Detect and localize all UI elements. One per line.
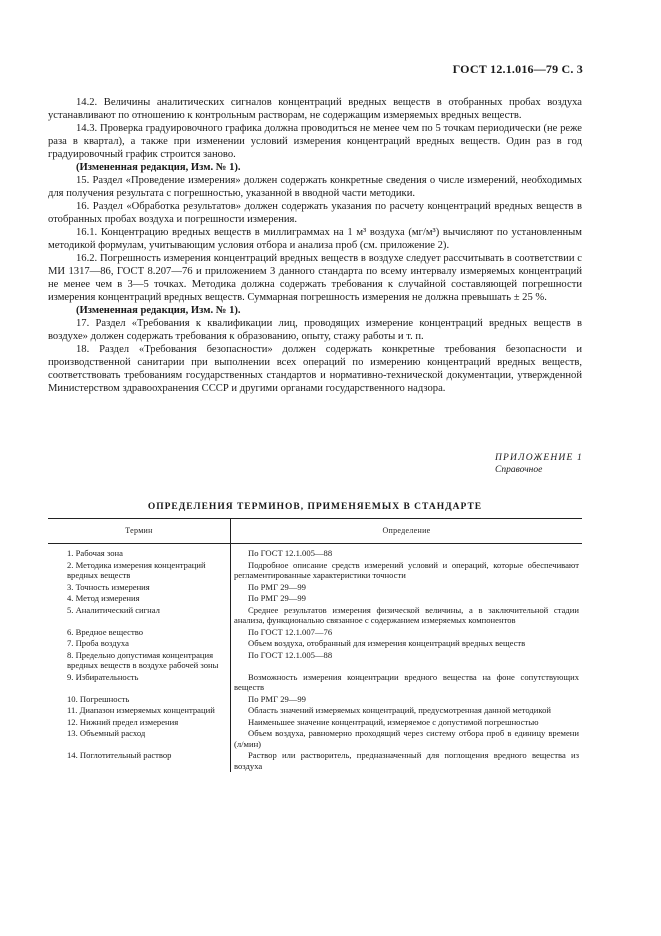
definition-cell: По ГОСТ 12.1.007—76 (248, 626, 333, 637)
table-row (48, 717, 582, 729)
table-row (48, 627, 582, 639)
appendix-note: Справочное (494, 465, 543, 475)
definition-cell: По РМГ 29—99 (248, 581, 306, 592)
paragraph-17: 17. Раздел «Требования к квалификации лиц, проводящих измерение концентраций вредных веществ в воздухе» должен содержать требования к образованию, опыту, стажу работы и т. п. (48, 318, 582, 342)
table-row (48, 582, 582, 594)
appendix-label (495, 452, 583, 476)
definition-cell: По ГОСТ 12.1.005—88 (248, 548, 333, 558)
definition-cell: Среднее результатов измерения физической величины, а в заключительной стадии анализа, функционально связанное с содержанием измеряемых компонентов (234, 604, 579, 625)
term-cell: 13. Объемный расход (48, 728, 231, 750)
term-cell: 3. Точность измерения (48, 582, 231, 594)
table-row (48, 750, 582, 772)
terms-table (48, 518, 582, 772)
amendment-note: (Измененная редакция, Изм. № 1). (76, 162, 241, 173)
table-row (48, 593, 582, 605)
paragraph-14-3: 14.3. Проверка градуировочного графика должна проводиться не менее чем по 5 точкам периодически (не реже раза в квартал), а также при изменении условий измерения концентраций вредных веществ. Один раз в год градуировочный график строится заново. (48, 123, 582, 160)
table-row (48, 605, 582, 627)
term-cell: 10. Погрешность (48, 694, 231, 706)
appendix-title: ПРИЛОЖЕНИЕ 1 (494, 453, 583, 463)
definition-cell: Объем воздуха, отобранный для измерения концентраций вредных веществ (248, 638, 526, 648)
table-row (48, 705, 582, 717)
table-row (48, 728, 582, 750)
table-header-row (48, 519, 582, 544)
table-title: ОПРЕДЕЛЕНИЯ ТЕРМИНОВ, ПРИМЕНЯЕМЫХ В СТАНДАРТЕ (147, 502, 483, 512)
definition-cell: По РМГ 29—99 (248, 693, 306, 704)
definition-cell: По ГОСТ 12.1.005—88 (248, 649, 333, 660)
term-cell: 9. Избирательность (48, 672, 231, 694)
definition-cell: По РМГ 29—99 (248, 593, 306, 603)
definition-cell: Возможность измерения концентрации вредного вещества на фоне сопутствующих веществ (234, 671, 579, 692)
body-text (48, 96, 582, 395)
definition-cell: Область значений измеряемых концентраций, предусмотренная данной методикой (248, 705, 551, 715)
paragraph-14-2: 14.2. Величины аналитических сигналов концентраций вредных веществ в отобранных пробах воздуха устанавливают по отношению к контрольным растворам, не содержащим измеряемых вредных веществ. (48, 97, 582, 121)
table-row (48, 650, 582, 672)
definition-cell: Подробное описание средств измерений условий и операций, которые обеспечивают регламентированные характеристики точности (234, 559, 579, 580)
paragraph-18: 18. Раздел «Требования безопасности» должен содержать конкретные требования безопасности и производственной санитарии при выполнении всех операций по измерению концентраций вредных веществ, соответствовать требованиям государственных стандартов и нормативно-технической документации, утвержденной Министерством здравоохранения СССР и другими органами государственного надзора. (48, 344, 582, 394)
term-cell: 1. Рабочая зона (48, 544, 231, 560)
paragraph-16-2: 16.2. Погрешность измерения концентраций вредных веществ в воздухе следует рассчитывать в соответствии с МИ 1317—86, ГОСТ 8.207—76 и приложением 3 данного стандарта по всему интервалу измеряемых концентраций не менее чем в 3—5 точках. Методика должна содержать требования к случайной составляющей погрешности измерения концентраций вредных веществ. Суммарная погрешность измерения не должна превышать ± 25 %. (48, 253, 582, 303)
term-cell: 6. Вредное вещество (48, 627, 231, 639)
column-header-term: Термин (48, 519, 231, 544)
definition-cell: Наименьшее значение концентраций, измеряемое с допустимой погрешностью (248, 716, 539, 727)
page-header: ГОСТ 12.1.016—79 С. 3 (452, 62, 583, 76)
table-row (48, 694, 582, 706)
amendment-note: (Измененная редакция, Изм. № 1). (76, 305, 241, 316)
table-row (48, 672, 582, 694)
term-cell: 5. Аналитический сигнал (48, 605, 231, 627)
paragraph-15: 15. Раздел «Проведение измерения» должен содержать конкретные сведения о числе измерений, необходимых для получения результата с погрешностью, указанной в вводной части методики. (48, 175, 582, 199)
term-cell: 4. Метод измерения (48, 593, 231, 605)
definition-cell: Раствор или растворитель, предназначенный для поглощения вредного вещества из воздуха (234, 750, 579, 771)
column-header-definition: Определение (231, 519, 583, 544)
paragraph-16: 16. Раздел «Обработка результатов» должен содержать указания по расчету концентраций вредных веществ в отобранных пробах воздуха и погрешности измерения. (48, 201, 582, 225)
paragraph-16-1: 16.1. Концентрацию вредных веществ в миллиграммах на 1 м³ воздуха (мг/м³) вычисляют по установленным методикой формулам, учитывающим условия отбора и анализа проб (см. приложение 2). (48, 227, 582, 251)
definition-cell: Объем воздуха, равномерно проходящий через систему отбора проб в единицу времени (л/мин) (234, 728, 579, 749)
table-row (48, 544, 582, 560)
term-cell: 8. Предельно допустимая концентрация вредных веществ в воздухе рабочей зоны (48, 650, 231, 672)
term-cell: 7. Проба воздуха (48, 638, 231, 650)
term-cell: 2. Методика измерения концентраций вредных веществ (48, 560, 231, 582)
table-row (48, 560, 582, 582)
term-cell: 12. Нижний предел измерения (48, 717, 231, 729)
table-row (48, 638, 582, 650)
term-cell: 14. Поглотительный раствор (48, 750, 231, 772)
term-cell: 11. Диапазон измеряемых концентраций (48, 705, 231, 717)
